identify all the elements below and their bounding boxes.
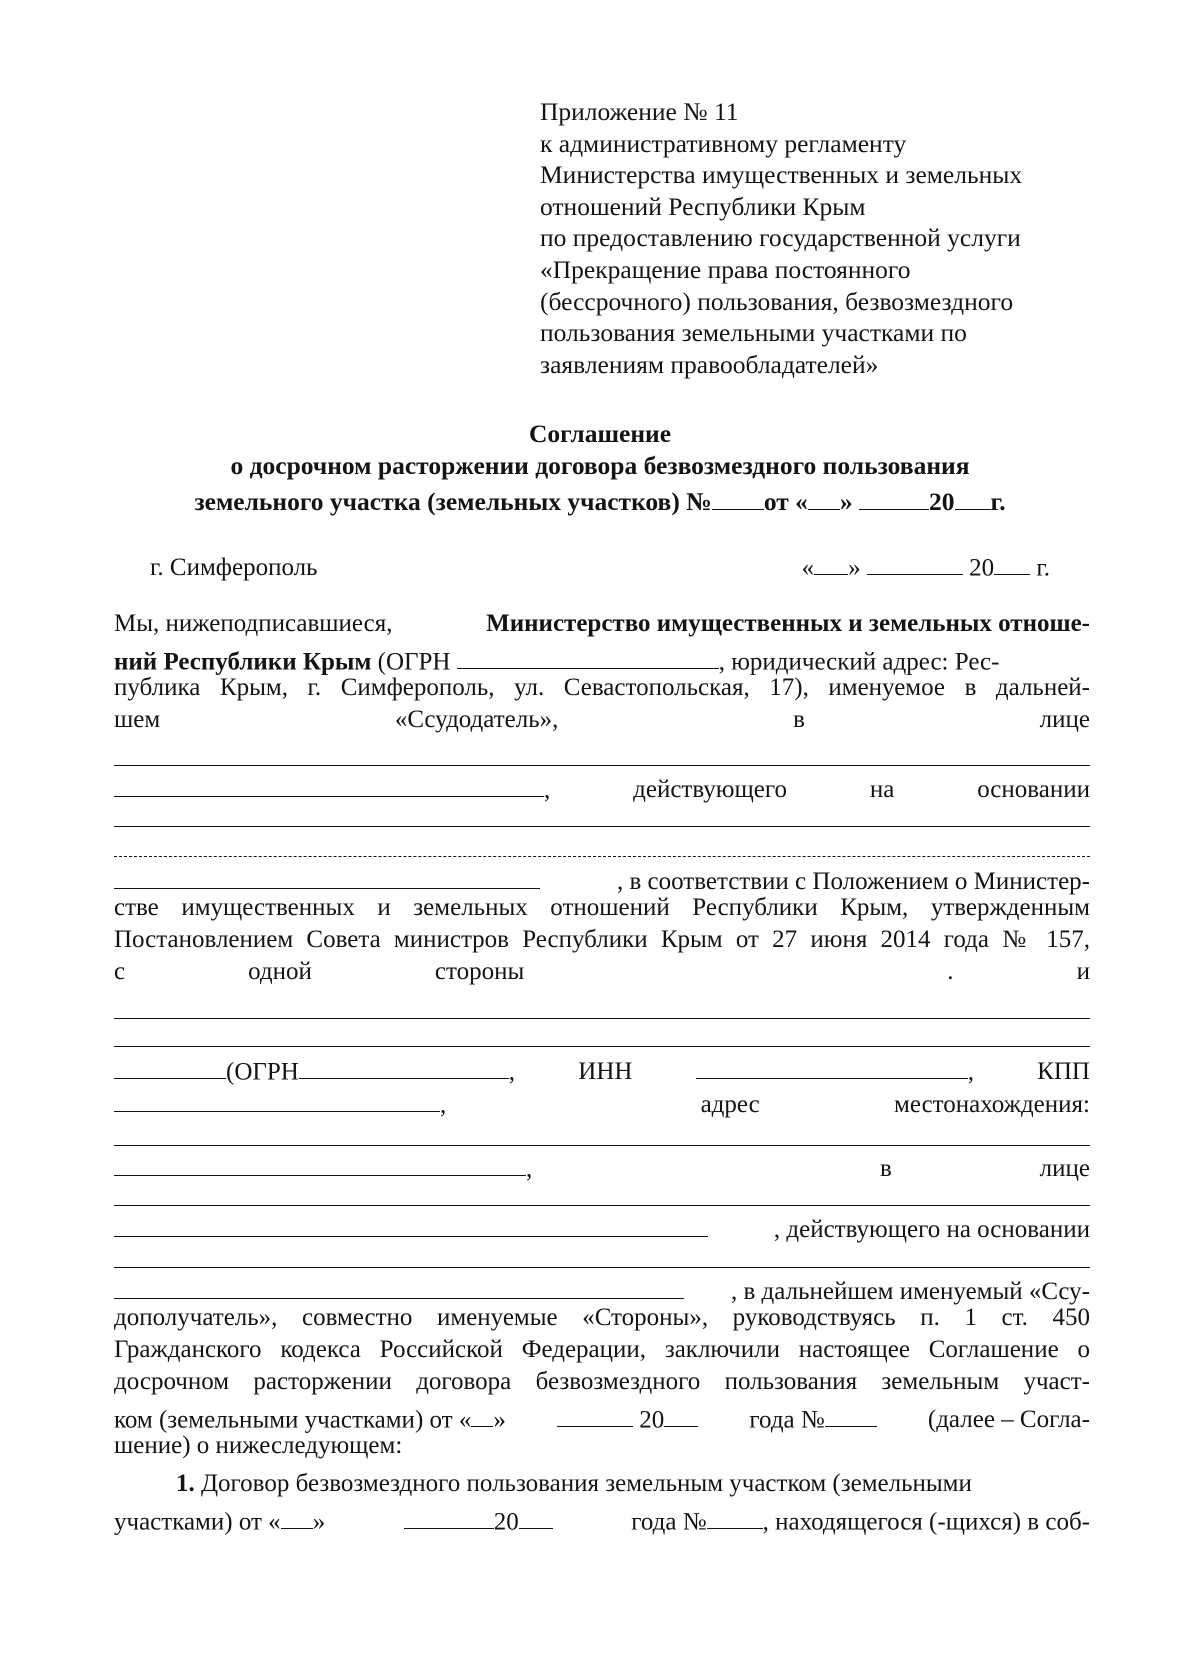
body-line-18: ком (земельными участками) от « » 20 года № (далее – Согла- [114, 1400, 1090, 1434]
ogrn-blank [457, 642, 719, 669]
body-line-12: , в лице [114, 1149, 1090, 1183]
blank-line [114, 1205, 1090, 1206]
blank-line [114, 826, 1090, 827]
appendix-block [540, 96, 1160, 380]
blank-line [114, 1145, 1090, 1146]
blank-line [114, 765, 1090, 766]
body-line-11: , адрес местонахождения: [114, 1085, 1090, 1119]
date-line: « » 20 г. [802, 548, 1050, 582]
appendix-line: Министерства имущественных и земельных [540, 160, 1023, 190]
body-line-2: ний Республики Крым (ОГРН , юридический адрес: Рес- [114, 642, 1090, 676]
body-line-1: Мы, нижеподписавшиеся, Министерство имущественных и земельных отноше- [114, 610, 1090, 637]
blank-line [114, 1018, 1090, 1019]
title-line-3: земельного участка (земельных участков) № от « » 20 г. [0, 482, 1200, 518]
body-line-16: Гражданского кодекса Российской Федерации, заключили настоящее Соглашение о [114, 1336, 1090, 1363]
appendix-line: отношений Республики Крым [540, 191, 866, 221]
place-date-line [150, 548, 1050, 582]
appendix-line: Приложение № 11 [540, 97, 739, 126]
appendix-line: по предоставлению государственной услуги [540, 223, 1021, 253]
title-line-2: о досрочном расторжении договора безвозмездного пользования [230, 451, 970, 480]
body-line-21: участками) от « » 20 года № , находящегося (-щихся) в соб- [114, 1502, 1090, 1536]
blank-line [114, 1267, 1090, 1268]
appendix-line: заявлениям правообладателей» [540, 349, 879, 379]
body-line-8: Постановлением Совета министров Республики Крым от 27 июня 2014 года № 157, [114, 926, 1090, 953]
blank-line [114, 856, 1090, 857]
city: г. Симферополь [150, 554, 318, 582]
blank-line [114, 1046, 1090, 1047]
appendix-line: к административному регламенту [540, 128, 907, 158]
body-line-6: , в соответствии с Положением о Министер- [114, 862, 1090, 896]
body-line-14: , в дальнейшем именуемый «Ссу- [114, 1272, 1090, 1306]
year-blank [955, 482, 991, 510]
body-line-3: публика Крым, г. Симферополь, ул. Севастопольская, 17), именуемое в дальней- [114, 674, 1090, 701]
appendix-line: (бессрочного) пользования, безвозмездного [540, 286, 1014, 316]
document-title [0, 418, 1200, 518]
body-line-10: (ОГРН , ИНН , КПП [114, 1052, 1090, 1086]
day-blank [808, 482, 840, 510]
body-line-20: 1. Договор безвозмездного пользования земельным участком (земельными [176, 1470, 972, 1497]
body-line-19: шение) о нижеследующем: [114, 1432, 403, 1459]
appendix-line: «Прекращение права постоянного [540, 254, 911, 284]
body-line-7: стве имущественных и земельных отношений Республики Крым, утвержденным [114, 894, 1090, 921]
month-blank [859, 482, 929, 510]
body-line-15: дополучатель», совместно именуемые «Стороны», руководствуясь п. 1 ст. 450 [114, 1304, 1090, 1331]
contract-number-blank [712, 482, 764, 510]
title-line-1: Соглашение [528, 419, 672, 448]
appendix-line: пользования земельными участками по [540, 318, 967, 348]
body-line-9: с одной стороны . и [114, 958, 1090, 985]
body-line-4: шем «Ссудодатель», в лице [114, 706, 1090, 733]
body-line-13: , действующего на основании [114, 1210, 1090, 1244]
body-line-5: , действующего на основании [114, 770, 1090, 804]
body-line-17: досрочном расторжении договора безвозмездного пользования земельным участ- [114, 1368, 1090, 1395]
